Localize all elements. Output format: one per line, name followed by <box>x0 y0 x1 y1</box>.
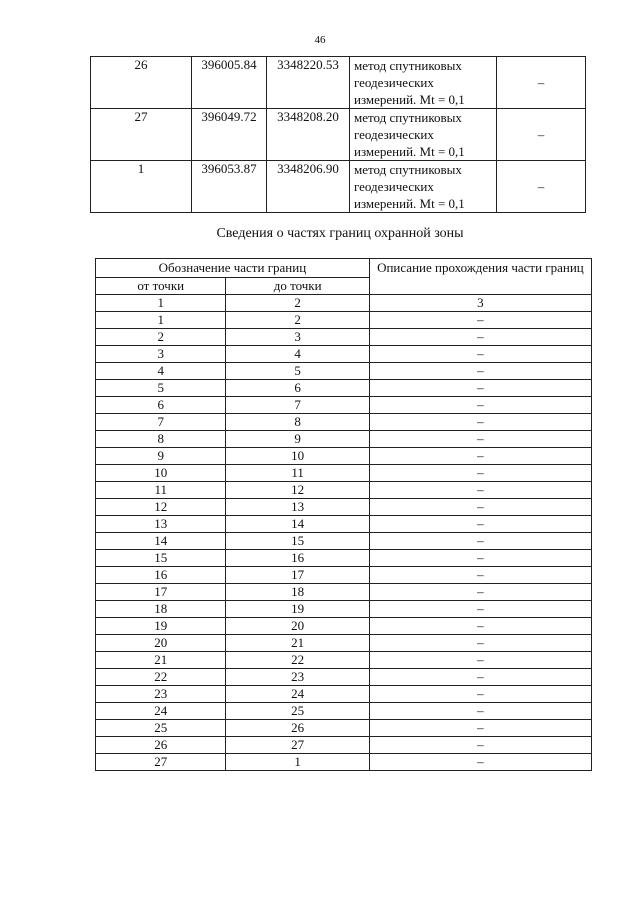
to-point: 7 <box>226 397 369 414</box>
coordinate-x: 396049.72 <box>192 109 267 161</box>
from-point: 24 <box>96 703 226 720</box>
segment-row <box>96 448 592 465</box>
method-line: метод спутниковых <box>354 110 462 125</box>
from-point: 3 <box>96 346 226 363</box>
to-point: 16 <box>226 550 369 567</box>
boundary-segments-table <box>95 258 592 771</box>
segment-row <box>96 499 592 516</box>
from-point: 7 <box>96 414 226 431</box>
to-point: 9 <box>226 431 369 448</box>
from-point: 10 <box>96 465 226 482</box>
segment-description: – <box>369 703 591 720</box>
to-point: 15 <box>226 533 369 550</box>
coordinate-row <box>91 57 586 109</box>
segment-row <box>96 686 592 703</box>
segment-description: – <box>369 601 591 618</box>
segment-row <box>96 669 592 686</box>
segment-description: – <box>369 567 591 584</box>
column-number: 1 <box>96 295 226 312</box>
segment-row <box>96 720 592 737</box>
to-point: 1 <box>226 754 369 771</box>
segment-row <box>96 584 592 601</box>
coordinates-table <box>90 56 586 213</box>
from-point: 8 <box>96 431 226 448</box>
point-number: 26 <box>91 57 192 109</box>
segment-row <box>96 431 592 448</box>
to-point: 8 <box>226 414 369 431</box>
segment-row <box>96 550 592 567</box>
point-number: 1 <box>91 161 192 213</box>
from-point: 27 <box>96 754 226 771</box>
segment-row <box>96 635 592 652</box>
to-point: 18 <box>226 584 369 601</box>
segment-description: – <box>369 618 591 635</box>
segment-row <box>96 737 592 754</box>
segment-row <box>96 380 592 397</box>
segment-description: – <box>369 669 591 686</box>
from-point: 19 <box>96 618 226 635</box>
segment-row <box>96 601 592 618</box>
segment-description: – <box>369 482 591 499</box>
to-point: 17 <box>226 567 369 584</box>
from-point: 12 <box>96 499 226 516</box>
segment-description: – <box>369 720 591 737</box>
method-line: геодезических <box>354 127 434 142</box>
from-point: 25 <box>96 720 226 737</box>
from-point: 20 <box>96 635 226 652</box>
segment-description: – <box>369 550 591 567</box>
to-point: 14 <box>226 516 369 533</box>
to-point: 2 <box>226 312 369 329</box>
coordinate-row <box>91 109 586 161</box>
coordinate-x: 396005.84 <box>192 57 267 109</box>
to-point: 19 <box>226 601 369 618</box>
segment-row <box>96 533 592 550</box>
method-line: измерений. Mt = 0,1 <box>354 92 465 107</box>
segment-row <box>96 363 592 380</box>
method-line: измерений. Mt = 0,1 <box>354 144 465 159</box>
to-point: 23 <box>226 669 369 686</box>
measurement-method <box>350 109 497 161</box>
from-point: 22 <box>96 669 226 686</box>
from-point: 18 <box>96 601 226 618</box>
segment-description: – <box>369 414 591 431</box>
from-point: 15 <box>96 550 226 567</box>
to-point: 10 <box>226 448 369 465</box>
coordinate-row <box>91 161 586 213</box>
segment-row <box>96 312 592 329</box>
page-number: 46 <box>314 34 326 46</box>
segment-description: – <box>369 533 591 550</box>
to-point: 12 <box>226 482 369 499</box>
from-point: 17 <box>96 584 226 601</box>
method-line: геодезических <box>354 75 434 90</box>
column-number: 3 <box>369 295 591 312</box>
coordinate-y: 3348206.90 <box>267 161 350 213</box>
segment-row <box>96 414 592 431</box>
from-point: 9 <box>96 448 226 465</box>
segment-description: – <box>369 312 591 329</box>
to-point: 4 <box>226 346 369 363</box>
segment-row <box>96 618 592 635</box>
segment-row <box>96 703 592 720</box>
from-point: 2 <box>96 329 226 346</box>
segment-row <box>96 397 592 414</box>
to-point: 26 <box>226 720 369 737</box>
segment-description: – <box>369 754 591 771</box>
segment-description: – <box>369 635 591 652</box>
segment-description: – <box>369 516 591 533</box>
segment-row <box>96 516 592 533</box>
segment-row <box>96 754 592 771</box>
segment-row <box>96 567 592 584</box>
segment-row <box>96 652 592 669</box>
measurement-method <box>350 57 497 109</box>
to-point: 21 <box>226 635 369 652</box>
segment-description: – <box>369 465 591 482</box>
to-point: 27 <box>226 737 369 754</box>
from-point: 14 <box>96 533 226 550</box>
to-point: 20 <box>226 618 369 635</box>
point-description: – <box>497 109 586 161</box>
from-point: 21 <box>96 652 226 669</box>
coordinate-y: 3348220.53 <box>267 57 350 109</box>
from-point: 4 <box>96 363 226 380</box>
from-point: 1 <box>96 312 226 329</box>
point-description: – <box>497 161 586 213</box>
method-line: метод спутниковых <box>354 58 462 73</box>
from-point: 6 <box>96 397 226 414</box>
segment-description: – <box>369 652 591 669</box>
to-point: 5 <box>226 363 369 380</box>
segment-description: – <box>369 737 591 754</box>
segment-description: – <box>369 380 591 397</box>
segment-row <box>96 346 592 363</box>
measurement-method <box>350 161 497 213</box>
header-from-point: от точки <box>96 278 226 295</box>
to-point: 13 <box>226 499 369 516</box>
segment-description: – <box>369 397 591 414</box>
segment-description: – <box>369 329 591 346</box>
point-description: – <box>497 57 586 109</box>
segment-description: – <box>369 431 591 448</box>
segment-row <box>96 482 592 499</box>
section-title: Сведения о частях границ охранной зоны <box>216 226 464 241</box>
to-point: 11 <box>226 465 369 482</box>
method-line: метод спутниковых <box>354 162 462 177</box>
column-number: 2 <box>226 295 369 312</box>
point-number: 27 <box>91 109 192 161</box>
from-point: 16 <box>96 567 226 584</box>
header-boundary-designation: Обозначение части границ <box>96 259 370 278</box>
segment-description: – <box>369 346 591 363</box>
to-point: 25 <box>226 703 369 720</box>
segment-row <box>96 465 592 482</box>
segment-row <box>96 329 592 346</box>
from-point: 11 <box>96 482 226 499</box>
to-point: 24 <box>226 686 369 703</box>
coordinate-x: 396053.87 <box>192 161 267 213</box>
method-line: геодезических <box>354 179 434 194</box>
segment-description: – <box>369 363 591 380</box>
segment-description: – <box>369 584 591 601</box>
from-point: 5 <box>96 380 226 397</box>
from-point: 26 <box>96 737 226 754</box>
segment-description: – <box>369 686 591 703</box>
segment-description: – <box>369 499 591 516</box>
coordinate-y: 3348208.20 <box>267 109 350 161</box>
to-point: 3 <box>226 329 369 346</box>
header-to-point: до точки <box>226 278 369 295</box>
from-point: 13 <box>96 516 226 533</box>
segment-description: – <box>369 448 591 465</box>
to-point: 6 <box>226 380 369 397</box>
to-point: 22 <box>226 652 369 669</box>
header-description: Описание прохождения части границ <box>369 259 591 295</box>
from-point: 23 <box>96 686 226 703</box>
method-line: измерений. Mt = 0,1 <box>354 196 465 211</box>
